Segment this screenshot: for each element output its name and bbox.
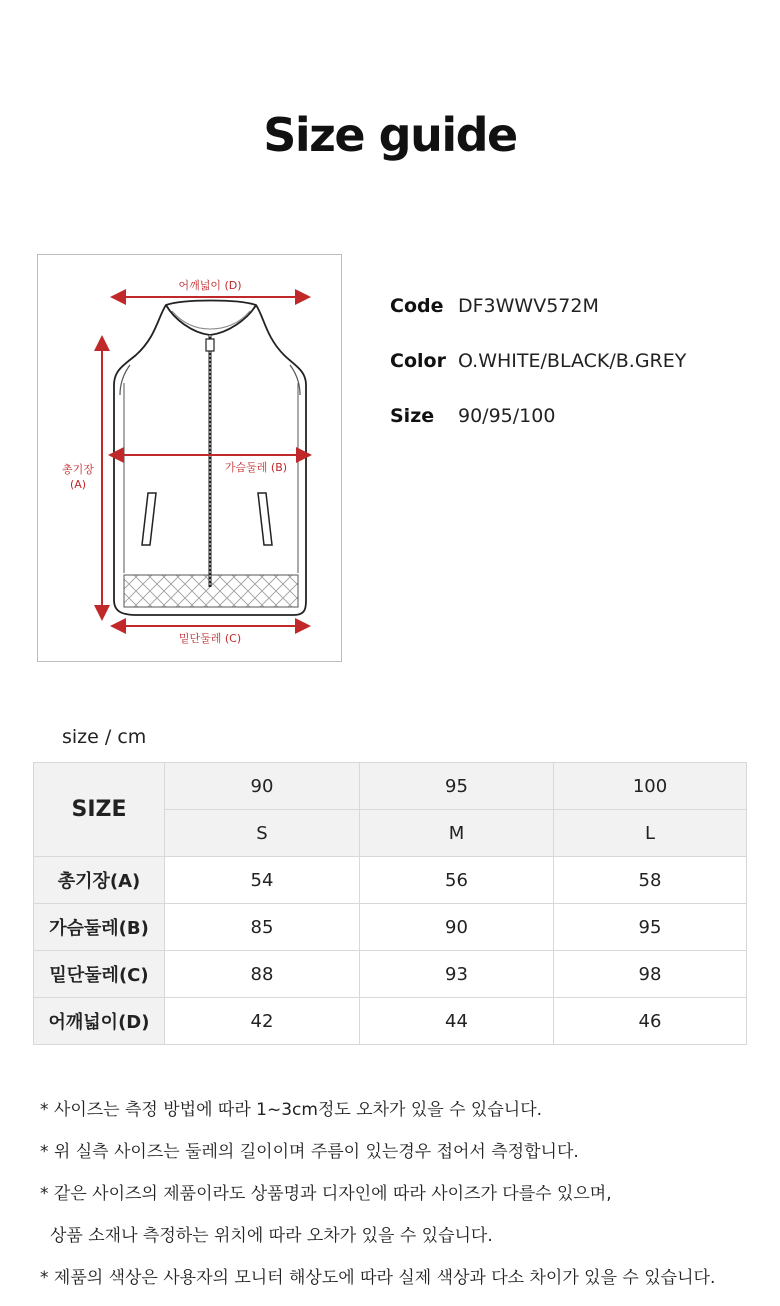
row-label: 총기장(A) bbox=[34, 857, 165, 904]
unit-label: size / cm bbox=[62, 726, 147, 748]
cell-value: 58 bbox=[554, 857, 747, 904]
info-row-size bbox=[390, 388, 686, 443]
vest-illustration bbox=[38, 255, 343, 663]
color-label: Color bbox=[390, 349, 446, 372]
cell-value: 56 bbox=[360, 857, 554, 904]
row-label: 가슴둘레(B) bbox=[34, 904, 165, 951]
note-item: * 위 실측 사이즈는 둘레의 길이이며 주름이 있는경우 접어서 측정합니다. bbox=[40, 1142, 579, 1162]
page-title: Size guide bbox=[263, 108, 517, 162]
measurement-diagram bbox=[37, 254, 342, 662]
table-row bbox=[34, 857, 747, 904]
note-item: 상품 소재나 측정하는 위치에 따라 오차가 있을 수 있습니다. bbox=[50, 1226, 493, 1246]
table-row bbox=[34, 951, 747, 998]
row-label: 어깨넓이(D) bbox=[34, 998, 165, 1045]
cell-value: 46 bbox=[554, 998, 747, 1045]
color-value: O.WHITE/BLACK/B.GREY bbox=[458, 349, 687, 372]
size-100: 100 bbox=[554, 763, 747, 810]
table-header-row bbox=[34, 763, 747, 810]
cell-value: 85 bbox=[165, 904, 360, 951]
info-row-code bbox=[390, 278, 686, 333]
product-info bbox=[390, 278, 686, 443]
cell-value: 93 bbox=[360, 951, 554, 998]
size-letter-s: S bbox=[165, 810, 360, 857]
code-label: Code bbox=[390, 294, 444, 317]
code-value: DF3WWV572M bbox=[458, 294, 599, 317]
note-item: * 제품의 색상은 사용자의 모니터 해상도에 따라 실제 색상과 다소 차이가 있을 수 있습니다. bbox=[40, 1268, 716, 1288]
hem-label: 밑단둘레 (C) bbox=[178, 632, 242, 645]
note-item: * 사이즈는 측정 방법에 따라 1~3cm정도 오차가 있을 수 있습니다. bbox=[40, 1100, 543, 1120]
table-row bbox=[34, 998, 747, 1045]
row-label: 밑단둘레(C) bbox=[34, 951, 165, 998]
note-item: * 같은 사이즈의 제품이라도 상품명과 디자인에 따라 사이즈가 다를수 있으며, bbox=[40, 1184, 612, 1204]
shoulder-label: 어깨넓이 (D) bbox=[178, 279, 242, 292]
cell-value: 98 bbox=[554, 951, 747, 998]
cell-value: 88 bbox=[165, 951, 360, 998]
cell-value: 44 bbox=[360, 998, 554, 1045]
cell-value: 90 bbox=[360, 904, 554, 951]
length-label-code: (A) bbox=[69, 478, 87, 491]
size-header: SIZE bbox=[34, 763, 165, 857]
size-value: 90/95/100 bbox=[458, 404, 556, 427]
cell-value: 54 bbox=[165, 857, 360, 904]
cell-value: 95 bbox=[554, 904, 747, 951]
size-95: 95 bbox=[360, 763, 554, 810]
size-90: 90 bbox=[165, 763, 360, 810]
notes bbox=[40, 1096, 715, 1306]
size-letter-l: L bbox=[554, 810, 747, 857]
info-row-color bbox=[390, 333, 686, 388]
size-letter-m: M bbox=[360, 810, 554, 857]
size-label: Size bbox=[390, 404, 435, 427]
length-label: 총기장 bbox=[62, 463, 94, 476]
size-table bbox=[33, 762, 747, 1045]
table-row bbox=[34, 904, 747, 951]
chest-label: 가슴둘레 (B) bbox=[224, 461, 288, 474]
cell-value: 42 bbox=[165, 998, 360, 1045]
